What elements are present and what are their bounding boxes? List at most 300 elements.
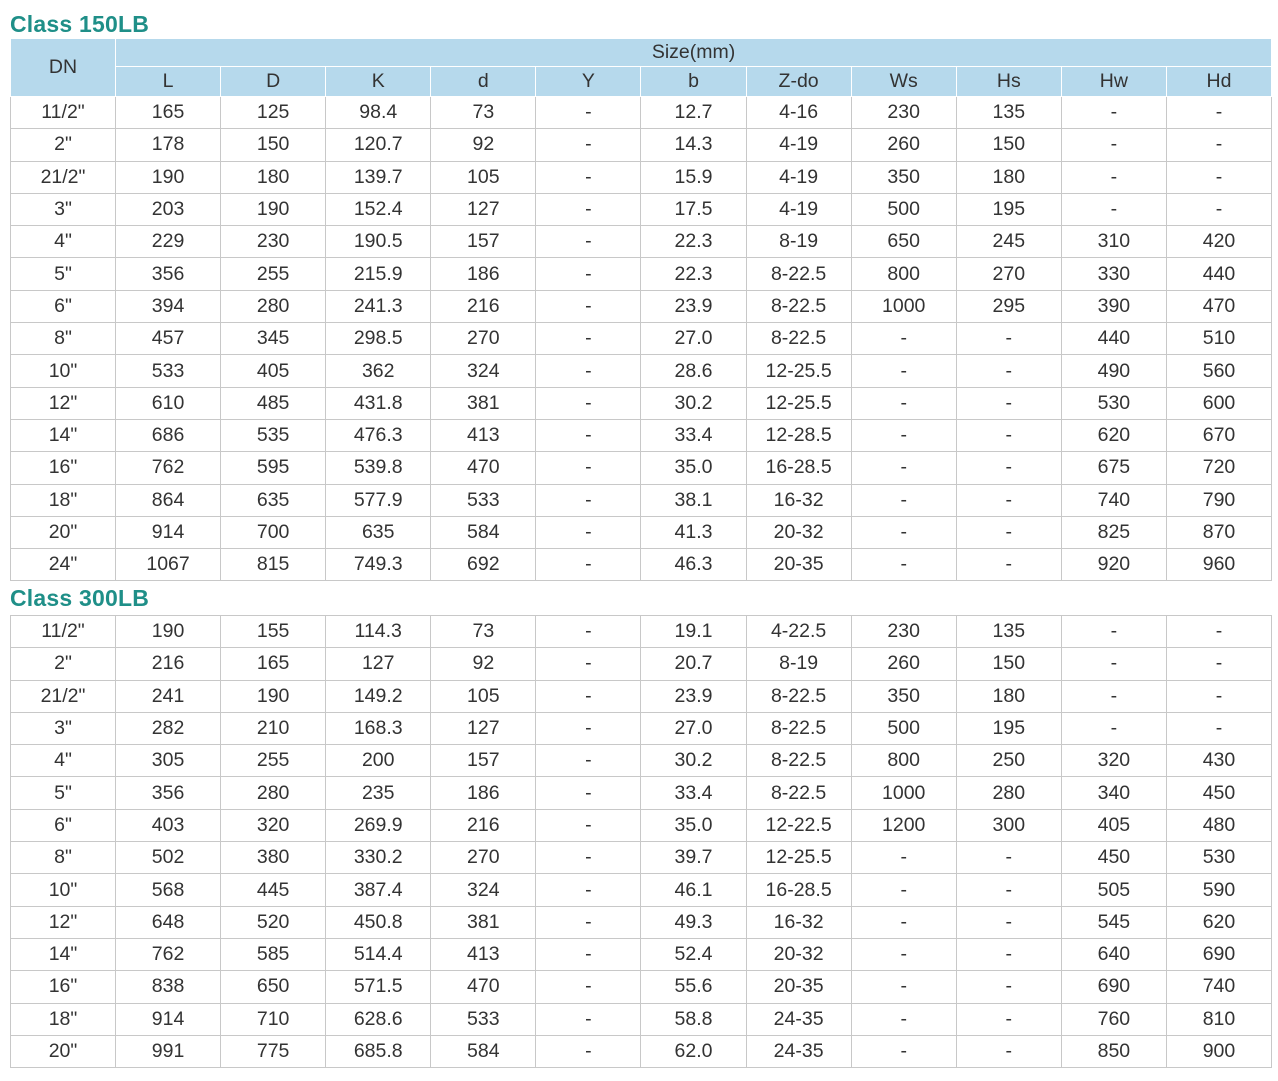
table-cell: 610 bbox=[116, 387, 221, 419]
table-cell: - bbox=[536, 648, 641, 680]
table-row bbox=[11, 97, 1272, 129]
table-cell: 545 bbox=[1061, 906, 1166, 938]
table-cell: 62.0 bbox=[641, 1035, 746, 1067]
table-cell: 628.6 bbox=[326, 1003, 431, 1035]
table-cell: 298.5 bbox=[326, 323, 431, 355]
table-cell: - bbox=[536, 745, 641, 777]
table-cell: - bbox=[1061, 712, 1166, 744]
column-header: D bbox=[221, 67, 326, 97]
table-cell: 269.9 bbox=[326, 809, 431, 841]
table-cell: 440 bbox=[1061, 323, 1166, 355]
table-cell: 590 bbox=[1166, 874, 1271, 906]
table-cell: 195 bbox=[956, 712, 1061, 744]
table-cell: 190 bbox=[221, 680, 326, 712]
table-cell: - bbox=[1166, 680, 1271, 712]
table-cell: 413 bbox=[431, 419, 536, 451]
table-cell: - bbox=[851, 971, 956, 1003]
table-cell: 73 bbox=[431, 616, 536, 648]
table-cell: 490 bbox=[1061, 355, 1166, 387]
table-cell: 230 bbox=[851, 97, 956, 129]
table-cell: 135 bbox=[956, 97, 1061, 129]
table-cell: - bbox=[536, 777, 641, 809]
table-row bbox=[11, 938, 1272, 970]
dn-cell: 24" bbox=[11, 549, 116, 581]
table-cell: 24-35 bbox=[746, 1035, 851, 1067]
table-cell: 52.4 bbox=[641, 938, 746, 970]
table-cell: - bbox=[956, 355, 1061, 387]
table-cell: 210 bbox=[221, 712, 326, 744]
table-cell: 685.8 bbox=[326, 1035, 431, 1067]
table-cell: 127 bbox=[431, 712, 536, 744]
table-cell: 22.3 bbox=[641, 258, 746, 290]
column-header: d bbox=[431, 67, 536, 97]
table-cell: 790 bbox=[1166, 484, 1271, 516]
table-cell: 533 bbox=[431, 484, 536, 516]
table-cell: 584 bbox=[431, 516, 536, 548]
table-cell: 350 bbox=[851, 161, 956, 193]
table-row bbox=[11, 680, 1272, 712]
table-cell: 24-35 bbox=[746, 1003, 851, 1035]
table-cell: - bbox=[536, 616, 641, 648]
table-cell: 241 bbox=[116, 680, 221, 712]
table-cell: - bbox=[1166, 648, 1271, 680]
dn-cell: 18" bbox=[11, 1003, 116, 1035]
table-cell: 216 bbox=[431, 290, 536, 322]
table-cell: - bbox=[851, 874, 956, 906]
table-cell: 190 bbox=[116, 616, 221, 648]
dn-cell: 12" bbox=[11, 906, 116, 938]
dn-cell: 21/2" bbox=[11, 680, 116, 712]
table-cell: - bbox=[956, 874, 1061, 906]
dn-cell: 3" bbox=[11, 193, 116, 225]
table-cell: - bbox=[536, 938, 641, 970]
dn-cell: 5" bbox=[11, 258, 116, 290]
table-cell: - bbox=[536, 97, 641, 129]
table-cell: - bbox=[536, 680, 641, 712]
table-cell: 4-19 bbox=[746, 161, 851, 193]
dn-cell: 4" bbox=[11, 745, 116, 777]
table-cell: 16-32 bbox=[746, 906, 851, 938]
column-header: Y bbox=[536, 67, 641, 97]
table-cell: - bbox=[536, 290, 641, 322]
table-cell: 635 bbox=[326, 516, 431, 548]
table-cell: 20-35 bbox=[746, 549, 851, 581]
table-cell: 510 bbox=[1166, 323, 1271, 355]
table-cell: 450 bbox=[1061, 842, 1166, 874]
table-cell: 700 bbox=[221, 516, 326, 548]
table-cell: 15.9 bbox=[641, 161, 746, 193]
table-cell: - bbox=[536, 484, 641, 516]
table-cell: - bbox=[956, 1035, 1061, 1067]
table-cell: 650 bbox=[221, 971, 326, 1003]
table-cell: 485 bbox=[221, 387, 326, 419]
table-cell: 178 bbox=[116, 129, 221, 161]
table-cell: - bbox=[536, 842, 641, 874]
column-header: Hw bbox=[1061, 67, 1166, 97]
dn-cell: 2" bbox=[11, 648, 116, 680]
table-cell: - bbox=[956, 484, 1061, 516]
table-cell: - bbox=[536, 452, 641, 484]
table-cell: 8-22.5 bbox=[746, 323, 851, 355]
table-cell: 58.8 bbox=[641, 1003, 746, 1035]
column-header: Ws bbox=[851, 67, 956, 97]
table-cell: 762 bbox=[116, 452, 221, 484]
table-cell: - bbox=[1061, 97, 1166, 129]
table-cell: 405 bbox=[221, 355, 326, 387]
table-cell: - bbox=[956, 323, 1061, 355]
table-cell: 8-19 bbox=[746, 226, 851, 258]
table-cell: - bbox=[1061, 193, 1166, 225]
dn-cell: 14" bbox=[11, 419, 116, 451]
table-cell: 49.3 bbox=[641, 906, 746, 938]
table-cell: 149.2 bbox=[326, 680, 431, 712]
dn-cell: 18" bbox=[11, 484, 116, 516]
table-cell: 514.4 bbox=[326, 938, 431, 970]
column-header: Hs bbox=[956, 67, 1061, 97]
table-cell: 152.4 bbox=[326, 193, 431, 225]
dn-cell: 6" bbox=[11, 809, 116, 841]
table-cell: 165 bbox=[221, 648, 326, 680]
table-cell: 690 bbox=[1061, 971, 1166, 1003]
table-row bbox=[11, 1035, 1272, 1067]
table-row bbox=[11, 419, 1272, 451]
table-cell: 914 bbox=[116, 1003, 221, 1035]
dn-cell: 10" bbox=[11, 355, 116, 387]
table-cell: 1000 bbox=[851, 777, 956, 809]
table-cell: 850 bbox=[1061, 1035, 1166, 1067]
table-cell: 180 bbox=[956, 680, 1061, 712]
table-row bbox=[11, 323, 1272, 355]
table-cell: 8-22.5 bbox=[746, 680, 851, 712]
table-cell: 282 bbox=[116, 712, 221, 744]
table-cell: 23.9 bbox=[641, 290, 746, 322]
table-cell: - bbox=[851, 938, 956, 970]
table-cell: - bbox=[536, 712, 641, 744]
table-cell: 380 bbox=[221, 842, 326, 874]
dn-cell: 20" bbox=[11, 1035, 116, 1067]
table-cell: 230 bbox=[851, 616, 956, 648]
table-cell: 295 bbox=[956, 290, 1061, 322]
table-cell: 270 bbox=[956, 258, 1061, 290]
table-cell: - bbox=[536, 226, 641, 258]
table-cell: 1000 bbox=[851, 290, 956, 322]
table-cell: 690 bbox=[1166, 938, 1271, 970]
table-cell: 635 bbox=[221, 484, 326, 516]
table-cell: 270 bbox=[431, 323, 536, 355]
table-cell: 125 bbox=[221, 97, 326, 129]
table-cell: - bbox=[536, 355, 641, 387]
table-row bbox=[11, 874, 1272, 906]
table-cell: 190 bbox=[116, 161, 221, 193]
table-cell: 38.1 bbox=[641, 484, 746, 516]
table-cell: 535 bbox=[221, 419, 326, 451]
table-cell: 168.3 bbox=[326, 712, 431, 744]
table-cell: 73 bbox=[431, 97, 536, 129]
table-cell: 710 bbox=[221, 1003, 326, 1035]
table-cell: - bbox=[1166, 161, 1271, 193]
table-cell: 195 bbox=[956, 193, 1061, 225]
table-cell: 762 bbox=[116, 938, 221, 970]
dn-cell: 10" bbox=[11, 874, 116, 906]
table-cell: 250 bbox=[956, 745, 1061, 777]
size-group-header: Size(mm) bbox=[116, 39, 1272, 67]
table-cell: 445 bbox=[221, 874, 326, 906]
table-cell: 12-25.5 bbox=[746, 355, 851, 387]
table-cell: 127 bbox=[431, 193, 536, 225]
table-cell: 470 bbox=[431, 971, 536, 1003]
table-cell: 127 bbox=[326, 648, 431, 680]
table-cell: 4-22.5 bbox=[746, 616, 851, 648]
table-cell: 595 bbox=[221, 452, 326, 484]
table-cell: 533 bbox=[431, 1003, 536, 1035]
table-cell: 260 bbox=[851, 648, 956, 680]
table-cell: 105 bbox=[431, 680, 536, 712]
table-cell: 500 bbox=[851, 193, 956, 225]
table-cell: 815 bbox=[221, 549, 326, 581]
table-cell: 41.3 bbox=[641, 516, 746, 548]
table-cell: 324 bbox=[431, 874, 536, 906]
table-cell: 620 bbox=[1061, 419, 1166, 451]
table-cell: 350 bbox=[851, 680, 956, 712]
table-cell: 4-19 bbox=[746, 193, 851, 225]
table-cell: 280 bbox=[956, 777, 1061, 809]
table-cell: - bbox=[536, 1035, 641, 1067]
table-cell: - bbox=[1061, 161, 1166, 193]
table-cell: 92 bbox=[431, 648, 536, 680]
table-cell: 14.3 bbox=[641, 129, 746, 161]
table-cell: - bbox=[1061, 648, 1166, 680]
table-cell: 440 bbox=[1166, 258, 1271, 290]
table-cell: 30.2 bbox=[641, 387, 746, 419]
table-cell: 405 bbox=[1061, 809, 1166, 841]
table-cell: - bbox=[536, 129, 641, 161]
table-cell: 229 bbox=[116, 226, 221, 258]
table-row bbox=[11, 745, 1272, 777]
table-cell: - bbox=[536, 971, 641, 1003]
table-cell: 394 bbox=[116, 290, 221, 322]
table-cell: 571.5 bbox=[326, 971, 431, 1003]
table-cell: - bbox=[1061, 129, 1166, 161]
table-row bbox=[11, 712, 1272, 744]
table-cell: 8-19 bbox=[746, 648, 851, 680]
table-cell: 675 bbox=[1061, 452, 1166, 484]
table-row bbox=[11, 387, 1272, 419]
table-cell: 8-22.5 bbox=[746, 777, 851, 809]
table-cell: 760 bbox=[1061, 1003, 1166, 1035]
table-cell: 568 bbox=[116, 874, 221, 906]
table-cell: 216 bbox=[116, 648, 221, 680]
table-row bbox=[11, 226, 1272, 258]
table-cell: 165 bbox=[116, 97, 221, 129]
table-cell: 560 bbox=[1166, 355, 1271, 387]
table-cell: 180 bbox=[221, 161, 326, 193]
table-cell: 403 bbox=[116, 809, 221, 841]
table-cell: 505 bbox=[1061, 874, 1166, 906]
table-cell: 300 bbox=[956, 809, 1061, 841]
table-cell: 203 bbox=[116, 193, 221, 225]
table-cell: 600 bbox=[1166, 387, 1271, 419]
table-cell: 215.9 bbox=[326, 258, 431, 290]
table-cell: 480 bbox=[1166, 809, 1271, 841]
dn-cell: 8" bbox=[11, 842, 116, 874]
table-cell: 55.6 bbox=[641, 971, 746, 1003]
table-cell: 27.0 bbox=[641, 323, 746, 355]
table-cell: - bbox=[851, 1003, 956, 1035]
table-cell: 305 bbox=[116, 745, 221, 777]
table-cell: 17.5 bbox=[641, 193, 746, 225]
table-cell: 180 bbox=[956, 161, 1061, 193]
table-cell: 200 bbox=[326, 745, 431, 777]
table-row bbox=[11, 193, 1272, 225]
table-cell: 98.4 bbox=[326, 97, 431, 129]
table-cell: 1067 bbox=[116, 549, 221, 581]
table-cell: - bbox=[1166, 616, 1271, 648]
table-cell: 46.3 bbox=[641, 549, 746, 581]
table-cell: 33.4 bbox=[641, 777, 746, 809]
table-cell: - bbox=[536, 809, 641, 841]
table-cell: 150 bbox=[956, 129, 1061, 161]
table-cell: 381 bbox=[431, 906, 536, 938]
table-cell: 520 bbox=[221, 906, 326, 938]
table-cell: 139.7 bbox=[326, 161, 431, 193]
table-cell: - bbox=[851, 516, 956, 548]
table-cell: 241.3 bbox=[326, 290, 431, 322]
table-cell: 12.7 bbox=[641, 97, 746, 129]
table-row bbox=[11, 809, 1272, 841]
table-cell: 775 bbox=[221, 1035, 326, 1067]
table-row bbox=[11, 777, 1272, 809]
table-cell: 4-19 bbox=[746, 129, 851, 161]
table-row bbox=[11, 1003, 1272, 1035]
table-cell: - bbox=[536, 549, 641, 581]
table-cell: 39.7 bbox=[641, 842, 746, 874]
table-cell: 22.3 bbox=[641, 226, 746, 258]
table-cell: 8-22.5 bbox=[746, 712, 851, 744]
table-cell: 20-32 bbox=[746, 516, 851, 548]
spec-table-class-300 bbox=[10, 615, 1272, 1068]
table-cell: 186 bbox=[431, 258, 536, 290]
table-cell: 35.0 bbox=[641, 809, 746, 841]
table-cell: - bbox=[536, 1003, 641, 1035]
table-cell: - bbox=[536, 419, 641, 451]
table-cell: 135 bbox=[956, 616, 1061, 648]
table-cell: 8-22.5 bbox=[746, 290, 851, 322]
table-cell: 430 bbox=[1166, 745, 1271, 777]
table-row bbox=[11, 161, 1272, 193]
table-row bbox=[11, 616, 1272, 648]
table-cell: 648 bbox=[116, 906, 221, 938]
table-cell: - bbox=[956, 387, 1061, 419]
table-row bbox=[11, 452, 1272, 484]
table-cell: 362 bbox=[326, 355, 431, 387]
dn-header: DN bbox=[11, 39, 116, 97]
table-cell: 28.6 bbox=[641, 355, 746, 387]
table-cell: 356 bbox=[116, 777, 221, 809]
table-cell: 413 bbox=[431, 938, 536, 970]
table-cell: 114.3 bbox=[326, 616, 431, 648]
table-cell: 420 bbox=[1166, 226, 1271, 258]
dn-cell: 11/2" bbox=[11, 97, 116, 129]
table-cell: 4-16 bbox=[746, 97, 851, 129]
table-cell: 216 bbox=[431, 809, 536, 841]
table-cell: - bbox=[536, 874, 641, 906]
table-cell: - bbox=[851, 906, 956, 938]
table-cell: 157 bbox=[431, 745, 536, 777]
table-cell: - bbox=[1061, 680, 1166, 712]
table-cell: - bbox=[956, 1003, 1061, 1035]
table-cell: - bbox=[1061, 616, 1166, 648]
table-cell: - bbox=[1166, 193, 1271, 225]
section-title-class-150: Class 150LB bbox=[10, 11, 149, 37]
column-header: b bbox=[641, 67, 746, 97]
column-header: Z-do bbox=[746, 67, 851, 97]
table-cell: 255 bbox=[221, 745, 326, 777]
table-cell: - bbox=[851, 419, 956, 451]
table-cell: 960 bbox=[1166, 549, 1271, 581]
table-cell: 838 bbox=[116, 971, 221, 1003]
table-cell: - bbox=[956, 971, 1061, 1003]
table-cell: 470 bbox=[1166, 290, 1271, 322]
table-cell: 900 bbox=[1166, 1035, 1271, 1067]
table-cell: - bbox=[851, 1035, 956, 1067]
table-cell: 740 bbox=[1166, 971, 1271, 1003]
table-cell: 686 bbox=[116, 419, 221, 451]
table-cell: 330.2 bbox=[326, 842, 431, 874]
table-cell: 340 bbox=[1061, 777, 1166, 809]
table-cell: 450 bbox=[1166, 777, 1271, 809]
table-cell: 800 bbox=[851, 745, 956, 777]
table-cell: 280 bbox=[221, 290, 326, 322]
column-header: Hd bbox=[1166, 67, 1271, 97]
table-cell: - bbox=[956, 549, 1061, 581]
table-cell: - bbox=[956, 938, 1061, 970]
table-cell: - bbox=[956, 419, 1061, 451]
table-cell: 310 bbox=[1061, 226, 1166, 258]
table-row bbox=[11, 516, 1272, 548]
table-cell: 16-28.5 bbox=[746, 874, 851, 906]
table-row bbox=[11, 906, 1272, 938]
table-cell: 530 bbox=[1166, 842, 1271, 874]
table-cell: 720 bbox=[1166, 452, 1271, 484]
table-row bbox=[11, 971, 1272, 1003]
table-cell: 150 bbox=[221, 129, 326, 161]
table-cell: 539.8 bbox=[326, 452, 431, 484]
table-cell: - bbox=[536, 258, 641, 290]
table-cell: 864 bbox=[116, 484, 221, 516]
table-cell: 920 bbox=[1061, 549, 1166, 581]
dn-cell: 16" bbox=[11, 971, 116, 1003]
table-cell: 577.9 bbox=[326, 484, 431, 516]
table-cell: 12-25.5 bbox=[746, 387, 851, 419]
table-cell: 12-22.5 bbox=[746, 809, 851, 841]
table-cell: 870 bbox=[1166, 516, 1271, 548]
dn-cell: 2" bbox=[11, 129, 116, 161]
table-cell: 16-32 bbox=[746, 484, 851, 516]
table-cell: 390 bbox=[1061, 290, 1166, 322]
table-cell: 345 bbox=[221, 323, 326, 355]
table-cell: 230 bbox=[221, 226, 326, 258]
table-cell: 8-22.5 bbox=[746, 745, 851, 777]
dn-cell: 20" bbox=[11, 516, 116, 548]
column-header: K bbox=[326, 67, 431, 97]
table-cell: 92 bbox=[431, 129, 536, 161]
table-cell: - bbox=[536, 516, 641, 548]
dn-cell: 4" bbox=[11, 226, 116, 258]
table-cell: 190 bbox=[221, 193, 326, 225]
table-cell: 584 bbox=[431, 1035, 536, 1067]
table-cell: 502 bbox=[116, 842, 221, 874]
table-cell: 23.9 bbox=[641, 680, 746, 712]
